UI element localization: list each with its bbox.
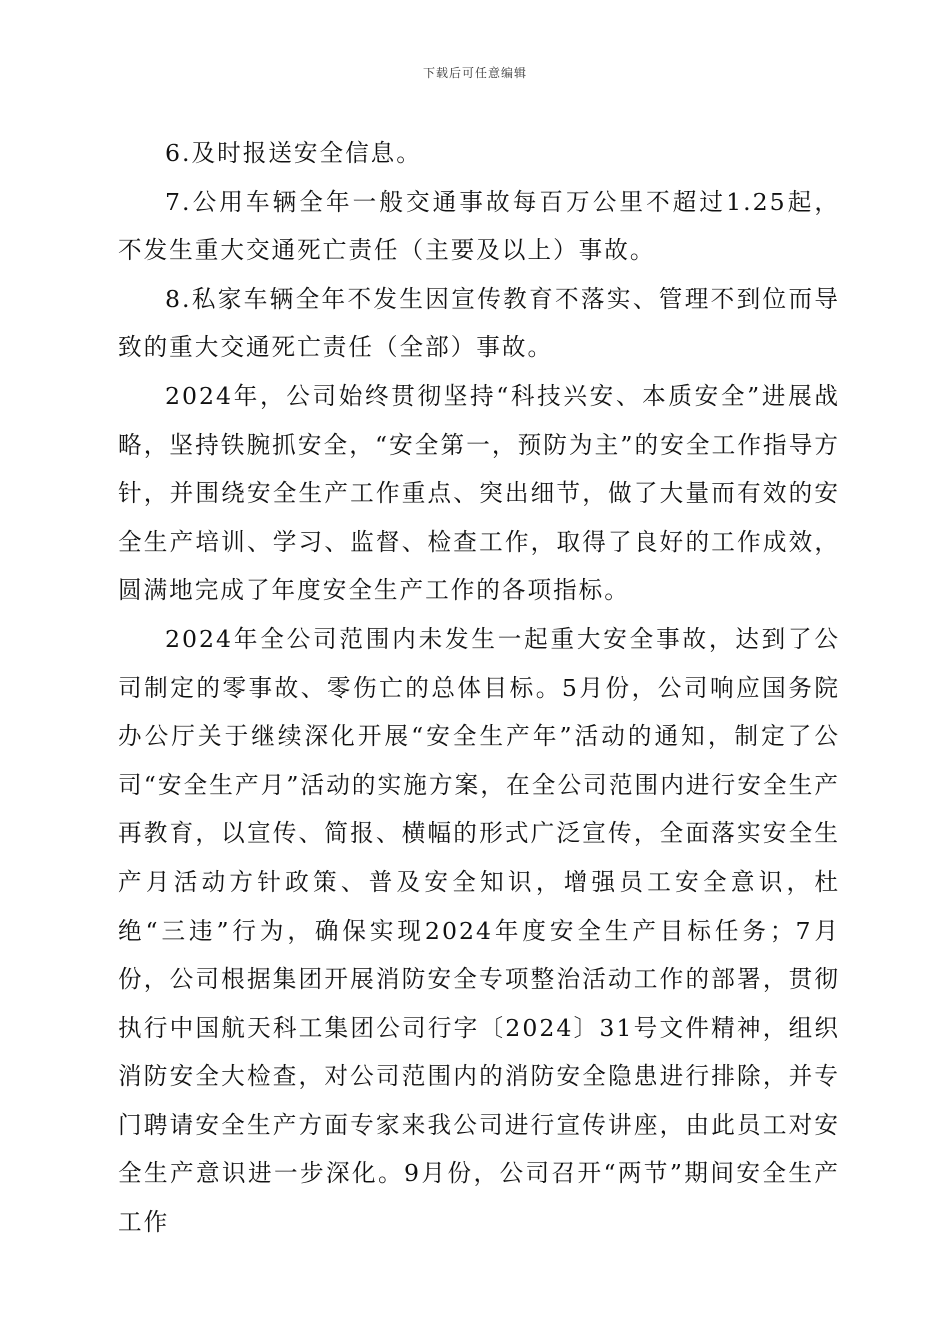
paragraph-item-6: 6.及时报送安全信息。 <box>165 139 422 167</box>
paragraph-item-7: 7.公用车辆全年一般交通事故每百万公里不超过1.25起，不发生重大交通死亡责任（主要及以上）事故。 <box>118 187 840 265</box>
paragraph-strategy-summary: 2024年，公司始终贯彻坚持“科技兴安、本质安全”进展战略，坚持铁腕抓安全，“安全第一，预防为主”的安全工作指导方针，并围绕安全生产工作重点、突出细节，做了大量而有效的安全生产培训、学习、监督、检查工作，取得了良好的工作成效，圆满地完成了年度安全生产工作的各项指标。 <box>118 381 840 605</box>
paragraph-item-8: 8.私家车辆全年不发生因宣传教育不落实、管理不到位而导致的重大交通死亡责任（全部）事故。 <box>118 284 840 362</box>
document-body <box>118 129 840 1247</box>
page-header: 下载后可任意编辑 <box>422 66 527 80</box>
paragraph-annual-activities: 2024年全公司范围内未发生一起重大安全事故，达到了公司制定的零事故、零伤亡的总体目标。5月份，公司响应国务院办公厅关于继续深化开展“安全生产年”活动的通知，制定了公司“安全生产月”活动的实施方案，在全公司范围内进行安全生产再教育，以宣传、简报、横幅的形式广泛宣传，全面落实安全生产月活动方针政策、普及安全知识，增强员工安全意识，杜绝“三违”行为，确保实现2024年度安全生产目标任务；7月份，公司根据集团开展消防安全专项整治活动工作的部署，贯彻执行中国航天科工集团公司行字〔2024〕31号文件精神，组织消防安全大检查，对公司范围内的消防安全隐患进行排除，并专门聘请安全生产方面专家来我公司进行宣传讲座，由此员工对安全生产意识进一步深化。9月份，公司召开“两节”期间安全生产工作 <box>118 624 840 1237</box>
